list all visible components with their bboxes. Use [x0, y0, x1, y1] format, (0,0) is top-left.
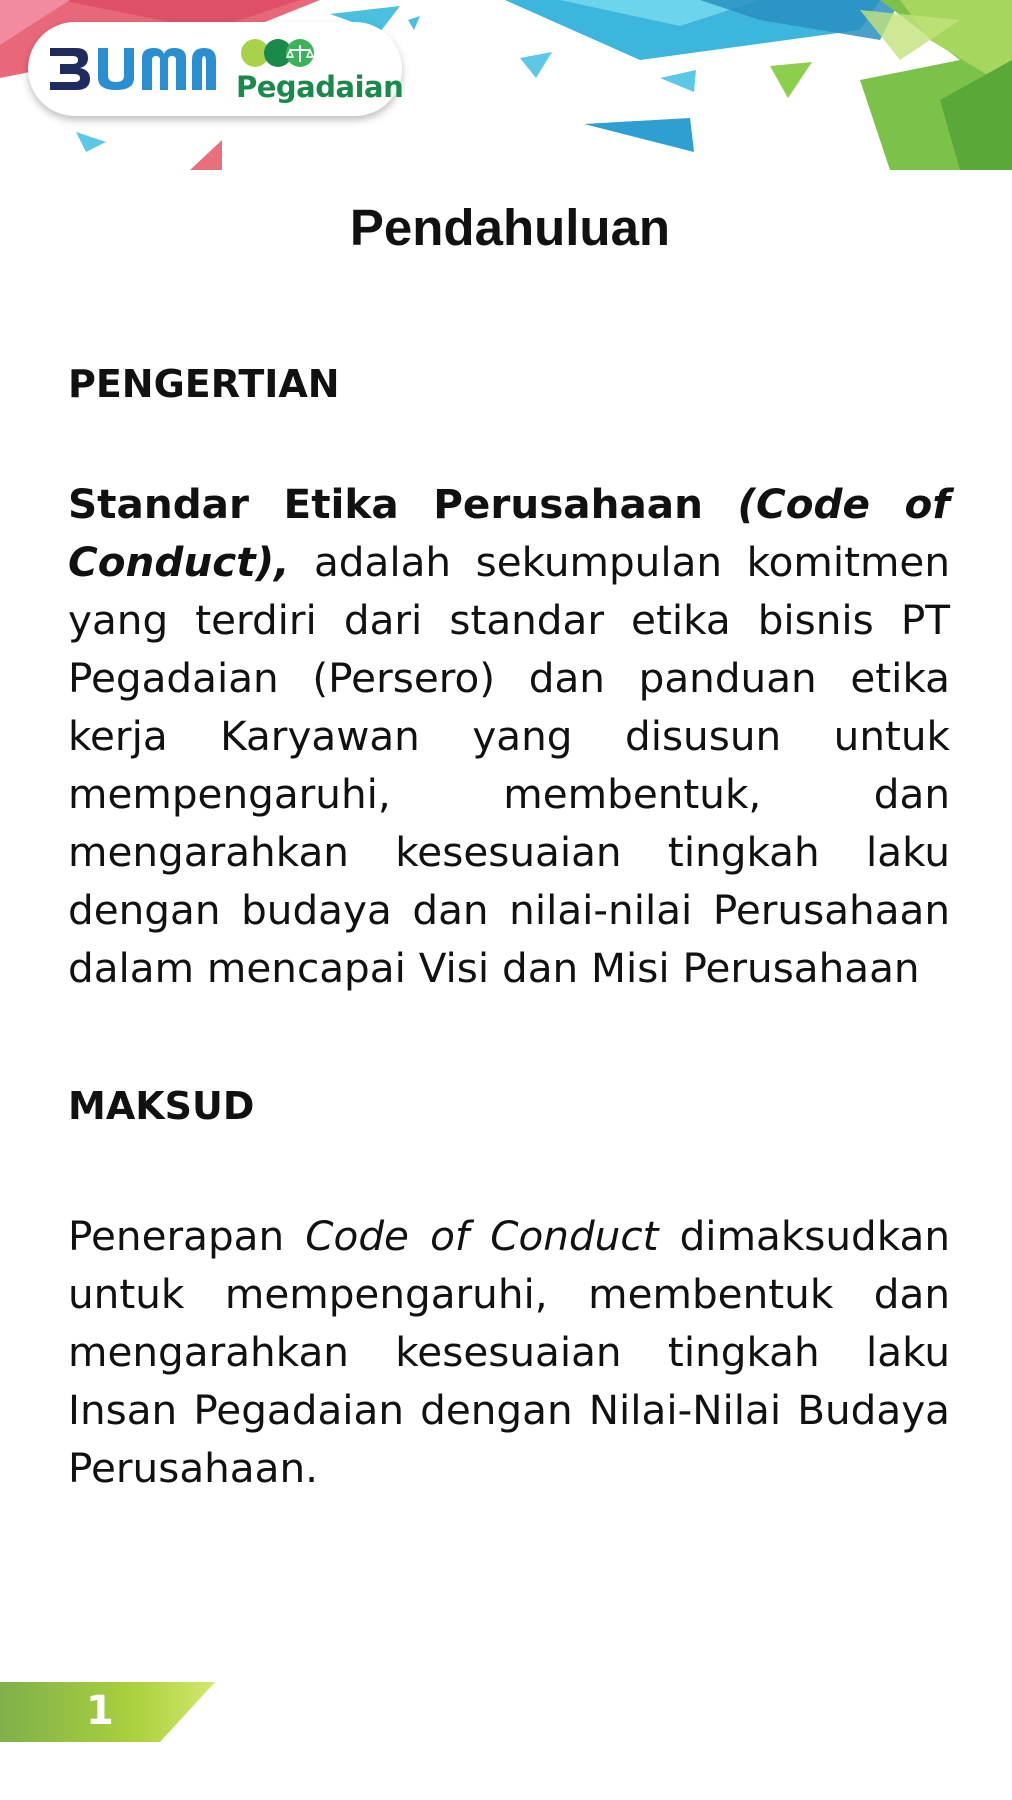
pegadaian-logo-text: Pegadaian	[236, 70, 404, 104]
banner-shard	[660, 70, 696, 92]
page-title: Pendahuluan	[349, 199, 671, 256]
banner-shard	[408, 16, 420, 30]
banner-shard	[76, 132, 106, 152]
paragraph-maksud	[68, 1207, 950, 1497]
definition-text: adalah sekumpulan komitmen yang terdiri dari standar etika bisnis PT Pegadaian (Persero) dan panduan etika kerja Karyawan yang disusun untuk mempengaruhi, membentuk, dan mengarahkan kesesuaian tingkah laku dengan budaya dan nilai-nilai Perusahaan dalam mencapai Visi dan Misi Perusahaan	[68, 538, 950, 992]
section-heading-maksud: MAKSUD	[68, 1084, 255, 1128]
page-number: 1	[86, 1688, 114, 1734]
term-bold: Standar Etika Perusahaan	[68, 480, 738, 528]
logo-container	[28, 22, 402, 116]
paragraph-pengertian	[68, 475, 950, 997]
pegadaian-emblem-icon	[238, 36, 322, 70]
banner-shard	[584, 118, 694, 152]
banner-shard	[770, 62, 812, 98]
section-heading-pengertian: PENGERTIAN	[68, 362, 340, 406]
bumn-logo	[46, 44, 216, 92]
term-bold-italic: (Code of Conduct),	[68, 480, 950, 586]
maksud-italic-term: Code of Conduct	[305, 1212, 659, 1260]
banner-shard	[520, 52, 552, 78]
maksud-text-before: Penerapan	[68, 1212, 306, 1260]
banner-shard	[190, 140, 222, 170]
maksud-text-after: dimaksudkan untuk mempengaruhi, membentuk dan mengarahkan kesesuaian tingkah laku Insan Pegadaian dengan Nilai-Nilai Budaya Perusahaan.	[68, 1212, 950, 1492]
